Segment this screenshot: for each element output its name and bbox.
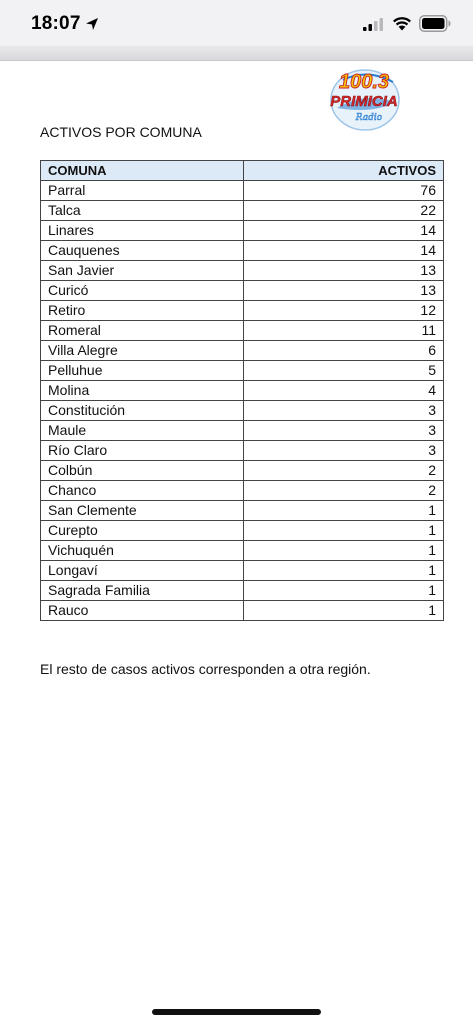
cell-comuna: Curepto — [41, 521, 244, 541]
cell-comuna: Rauco — [41, 601, 244, 621]
table-row — [41, 361, 444, 381]
logo-name: PRIMICIA — [330, 93, 398, 110]
table-row — [41, 401, 444, 421]
browser-toolbar-band — [0, 46, 473, 61]
cell-comuna: San Javier — [41, 261, 244, 281]
status-time: 18:07 — [31, 13, 81, 34]
footer-note: El resto de casos activos corresponden a otra región. — [40, 661, 371, 677]
cell-activos: 11 — [244, 321, 444, 341]
table-row — [41, 421, 444, 441]
cell-comuna: Linares — [41, 221, 244, 241]
cell-activos: 12 — [244, 301, 444, 321]
activos-table — [40, 160, 444, 621]
header-comuna: COMUNA — [41, 161, 244, 181]
cell-activos: 13 — [244, 281, 444, 301]
cell-activos: 6 — [244, 341, 444, 361]
cell-activos: 2 — [244, 461, 444, 481]
document-heading: ACTIVOS POR COMUNA — [40, 124, 202, 140]
cell-comuna: Retiro — [41, 301, 244, 321]
cell-activos: 4 — [244, 381, 444, 401]
table-body — [41, 181, 444, 621]
cell-comuna: Chanco — [41, 481, 244, 501]
cell-activos: 14 — [244, 241, 444, 261]
table-row — [41, 521, 444, 541]
table-header-row — [41, 161, 444, 181]
cell-activos: 1 — [244, 501, 444, 521]
cell-comuna: Parral — [41, 181, 244, 201]
table-row — [41, 581, 444, 601]
battery-icon — [419, 15, 451, 32]
cell-activos: 2 — [244, 481, 444, 501]
cell-activos: 1 — [244, 561, 444, 581]
table-row — [41, 561, 444, 581]
table-row — [41, 221, 444, 241]
table-row — [41, 441, 444, 461]
cell-comuna: Maule — [41, 421, 244, 441]
cell-activos: 3 — [244, 401, 444, 421]
home-indicator[interactable] — [152, 1009, 321, 1015]
cell-comuna: Río Claro — [41, 441, 244, 461]
cell-activos: 76 — [244, 181, 444, 201]
table-row — [41, 301, 444, 321]
cell-activos: 1 — [244, 601, 444, 621]
table-row — [41, 601, 444, 621]
cell-activos: 1 — [244, 541, 444, 561]
table-row — [41, 281, 444, 301]
table-row — [41, 241, 444, 261]
table-row — [41, 461, 444, 481]
table-row — [41, 201, 444, 221]
cell-comuna: Vichuquén — [41, 541, 244, 561]
cell-comuna: Sagrada Familia — [41, 581, 244, 601]
table-row — [41, 341, 444, 361]
logo-number: 100.3 — [338, 71, 390, 93]
table-row — [41, 481, 444, 501]
cellular-signal-icon — [363, 18, 383, 31]
cell-activos: 3 — [244, 441, 444, 461]
cell-comuna: Colbún — [41, 461, 244, 481]
table-row — [41, 381, 444, 401]
cell-activos: 1 — [244, 581, 444, 601]
table-row — [41, 321, 444, 341]
cell-activos: 1 — [244, 521, 444, 541]
logo-tagline: Radio — [355, 113, 383, 123]
cell-comuna: Constitución — [41, 401, 244, 421]
cell-activos: 13 — [244, 261, 444, 281]
cell-activos: 22 — [244, 201, 444, 221]
cell-comuna: Talca — [41, 201, 244, 221]
wifi-icon — [392, 15, 412, 31]
table-row — [41, 501, 444, 521]
cell-comuna: Cauquenes — [41, 241, 244, 261]
table-row — [41, 541, 444, 561]
cell-comuna: Longaví — [41, 561, 244, 581]
cell-activos: 3 — [244, 421, 444, 441]
cell-comuna: Pelluhue — [41, 361, 244, 381]
table-row — [41, 181, 444, 201]
cell-activos: 14 — [244, 221, 444, 241]
cell-activos: 5 — [244, 361, 444, 381]
radio-primicia-logo — [323, 62, 405, 132]
cell-comuna: Romeral — [41, 321, 244, 341]
status-bar — [0, 0, 473, 46]
cell-comuna: Curicó — [41, 281, 244, 301]
cell-comuna: San Clemente — [41, 501, 244, 521]
cell-comuna: Molina — [41, 381, 244, 401]
cell-comuna: Villa Alegre — [41, 341, 244, 361]
table-row — [41, 261, 444, 281]
location-arrow-icon — [84, 16, 100, 32]
header-activos: ACTIVOS — [244, 161, 444, 181]
